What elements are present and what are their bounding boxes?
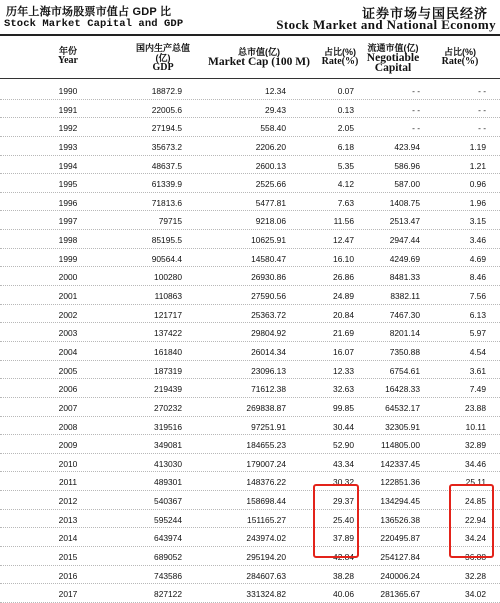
table-row [0, 342, 500, 361]
table-row [0, 361, 500, 380]
market-cap-cell: 5477.81 [255, 197, 286, 208]
negotiable-capital-cell: - - [412, 86, 420, 96]
rate-cell: 24.89 [333, 291, 354, 302]
table-row [0, 566, 500, 585]
rate-cell: 38.28 [333, 570, 354, 581]
rate-cell: 0.07 [337, 86, 354, 96]
negotiable-rate-cell: 32.28 [465, 570, 486, 581]
year-cell: 1999 [58, 253, 78, 264]
table-row [0, 118, 500, 137]
negotiable-capital-cell: 281365.67 [380, 589, 420, 600]
neg-header-cn: 流通市值(亿) [367, 43, 419, 53]
table-row [0, 398, 500, 417]
table-row [0, 267, 500, 286]
rate-cell: 6.18 [337, 141, 354, 152]
negotiable-capital-cell: 32305.91 [385, 421, 420, 432]
table-row [0, 491, 500, 510]
market-cap-cell: 10625.91 [251, 235, 286, 246]
table-row [0, 417, 500, 436]
negotiable-capital-cell: 8382.11 [390, 291, 420, 302]
gdp-cell: 27194.5 [151, 123, 182, 134]
rate-cell: 7.63 [337, 197, 354, 208]
negotiable-rate-cell: 34.46 [465, 458, 486, 469]
table-row [0, 454, 500, 473]
year-cell: 1992 [58, 123, 78, 134]
rate-cell: 2.05 [337, 123, 354, 134]
rate-cell: 99.85 [333, 402, 354, 413]
negotiable-rate-cell: 3.15 [469, 216, 486, 227]
negotiable-capital-cell: 2947.44 [389, 235, 420, 246]
market-cap-cell: 331324.82 [246, 589, 286, 600]
table-row [0, 193, 500, 212]
gdp-cell: 110863 [154, 291, 182, 302]
gdp-cell: 121717 [154, 309, 182, 320]
negotiable-rate-cell: 8.46 [469, 272, 486, 283]
year-header-en: Year [58, 55, 78, 66]
gdp-cell: 743586 [154, 570, 182, 581]
rate-cell: 12.33 [333, 365, 354, 376]
title-cn: 历年上海市场股票市值占 GDP 比 [6, 6, 172, 18]
year-cell: 2007 [58, 402, 78, 413]
market-cap-cell: 558.40 [260, 123, 286, 134]
table-row [0, 528, 500, 547]
negotiable-rate-cell: 5.97 [469, 328, 486, 339]
negotiable-capital-cell: 1408.75 [389, 197, 420, 208]
gdp-cell: 319516 [154, 421, 182, 432]
negotiable-rate-cell: 6.13 [469, 309, 486, 320]
column-header-year [46, 46, 90, 66]
gdp-cell: 219439 [154, 384, 182, 395]
table-row [0, 174, 500, 193]
rate-cell: 5.35 [337, 160, 354, 171]
market-cap-cell: 184655.23 [246, 440, 286, 451]
table-row [0, 230, 500, 249]
rate-cell: 42.84 [333, 552, 354, 563]
year-cell: 1994 [58, 160, 78, 171]
market-cap-cell: 158698.44 [246, 496, 286, 507]
rate-cell: 16.07 [333, 346, 354, 357]
market-cap-cell: 25363.72 [251, 309, 286, 320]
negotiable-capital-cell: 586.96 [394, 160, 420, 171]
year-cell: 1991 [58, 104, 78, 115]
negotiable-rate-cell: 4.54 [469, 346, 486, 357]
rate-cell: 20.84 [333, 309, 354, 320]
year-cell: 1998 [58, 235, 78, 246]
table-row [0, 286, 500, 305]
year-cell: 2016 [58, 570, 78, 581]
market-cap-cell: 2206.20 [255, 141, 286, 152]
negotiable-capital-cell: 240006.24 [380, 570, 420, 581]
negotiable-rate-cell: 3.61 [469, 365, 486, 376]
gdp-header-en: GDP [152, 62, 174, 73]
rate-cell: 4.12 [337, 179, 354, 190]
gdp-cell: 61339.9 [151, 179, 182, 190]
negotiable-capital-cell: 7350.88 [389, 346, 420, 357]
gdp-cell: 689052 [154, 552, 182, 563]
section-title-cn: 证券市场与国民经济 [361, 6, 488, 21]
gdp-cell: 100280 [154, 272, 182, 283]
section-title-en: Stock Market and National Economy [276, 17, 496, 32]
table-row [0, 379, 500, 398]
rate-cell: 26.86 [333, 272, 354, 283]
rate-cell: 52.90 [333, 440, 354, 451]
negotiable-capital-cell: 134294.45 [380, 496, 420, 507]
highlight-box-rate [313, 484, 359, 558]
market-cap-cell: 26930.86 [251, 272, 286, 283]
gdp-cell: 79715 [158, 216, 182, 227]
gdp-cell: 18872.9 [151, 86, 182, 96]
gdp-cell: 35673.2 [151, 141, 182, 152]
gdp-header-cn-1: 国内生产总值 [135, 43, 190, 53]
year-cell: 1996 [58, 197, 78, 208]
negotiable-capital-cell: 7467.30 [389, 309, 420, 320]
title-en: Stock Market Capital and GDP [4, 18, 184, 30]
negotiable-capital-cell: 2513.47 [389, 216, 420, 227]
negotiable-capital-cell: - - [412, 123, 420, 134]
rate-cell: 11.56 [333, 216, 354, 227]
negotiable-rate-cell: 34.24 [465, 533, 486, 544]
negotiable-rate-cell: - - [478, 86, 486, 96]
rate2-header-en: Rate(%) [441, 56, 479, 67]
header-rule [0, 34, 500, 36]
negotiable-rate-cell: 25.11 [465, 477, 486, 488]
market-cap-cell: 269838.87 [246, 402, 286, 413]
gdp-cell: 595244 [154, 514, 182, 525]
rate-cell: 43.34 [333, 458, 354, 469]
year-cell: 2009 [58, 440, 78, 451]
table-row [0, 547, 500, 566]
market-cap-cell: 2600.13 [255, 160, 286, 171]
table-row [0, 137, 500, 156]
gdp-cell: 71813.6 [151, 197, 182, 208]
negotiable-rate-cell: 32.89 [465, 440, 486, 451]
negotiable-rate-cell: 4.69 [469, 253, 486, 264]
negotiable-capital-cell: - - [412, 104, 420, 115]
negotiable-capital-cell: 16428.33 [385, 384, 420, 395]
rate-cell: 0.13 [337, 104, 354, 115]
rate-cell: 37.89 [333, 533, 354, 544]
gdp-cell: 187319 [154, 365, 182, 376]
year-cell: 1993 [58, 141, 78, 152]
negotiable-rate-cell: 7.56 [469, 291, 486, 302]
year-cell: 2006 [58, 384, 78, 395]
negotiable-capital-cell: 8481.33 [389, 272, 420, 283]
table-row [0, 584, 500, 603]
negotiable-rate-cell: 7.49 [469, 384, 486, 395]
neg-header-en-2: Capital [374, 62, 412, 74]
negotiable-rate-cell: 0.96 [469, 179, 486, 190]
rate-cell: 21.69 [333, 328, 354, 339]
market-cap-cell: 2525.66 [255, 179, 286, 190]
negotiable-rate-cell: 22.94 [465, 514, 486, 525]
table-row [0, 435, 500, 454]
negotiable-capital-cell: 587.00 [394, 179, 420, 190]
market-cap-cell: 12.34 [265, 86, 286, 96]
negotiable-capital-cell: 122851.36 [380, 477, 420, 488]
table-row [0, 81, 500, 100]
negotiable-rate-cell: 1.96 [469, 197, 486, 208]
year-cell: 2011 [58, 477, 77, 488]
market-cap-cell: 27590.56 [251, 291, 286, 302]
year-cell: 1997 [58, 216, 78, 227]
year-cell: 1990 [58, 86, 78, 96]
negotiable-rate-cell: 1.19 [469, 141, 486, 152]
table-row [0, 211, 500, 230]
rate2-header-cn: 占比(%) [444, 47, 476, 57]
gdp-header-cn-2: (亿) [155, 53, 171, 63]
negotiable-rate-cell: 1.21 [469, 160, 486, 171]
negotiable-rate-cell: 34.02 [465, 589, 486, 600]
market-cap-cell: 179007.24 [246, 458, 286, 469]
mcap-header-en: Market Cap (100 M) [208, 56, 310, 68]
column-header-rule [0, 78, 500, 79]
market-cap-cell: 14580.47 [251, 253, 286, 264]
negotiable-rate-cell: 23.88 [465, 402, 486, 413]
gdp-cell: 643974 [154, 533, 182, 544]
data-table [0, 81, 500, 603]
column-header-rate-2 [432, 47, 488, 67]
table-row [0, 156, 500, 175]
gdp-cell: 85195.5 [151, 235, 182, 246]
rate-cell: 16.10 [333, 253, 354, 264]
rate-cell: 12.47 [333, 235, 354, 246]
year-cell: 2012 [58, 496, 78, 507]
market-cap-cell: 23096.13 [251, 365, 286, 376]
mcap-header-cn: 总市值(亿) [238, 47, 280, 57]
rate-cell: 30.32 [333, 477, 354, 488]
rate1-header-en: Rate(%) [321, 56, 359, 67]
year-cell: 2017 [58, 589, 78, 600]
market-cap-cell: 151165.27 [247, 514, 286, 525]
negotiable-capital-cell: 136526.38 [380, 514, 420, 525]
negotiable-capital-cell: 142337.45 [380, 458, 420, 469]
year-cell: 2013 [58, 514, 78, 525]
year-cell: 2003 [58, 328, 78, 339]
rate-cell: 25.40 [333, 514, 354, 525]
gdp-cell: 540367 [154, 496, 182, 507]
year-cell: 1995 [58, 179, 78, 190]
negotiable-capital-cell: 220495.87 [380, 533, 420, 544]
rate-cell: 29.37 [333, 496, 354, 507]
table-row [0, 323, 500, 342]
year-cell: 2005 [58, 365, 78, 376]
year-cell: 2001 [58, 291, 78, 302]
column-header-negotiable [358, 43, 428, 73]
market-cap-cell: 71612.38 [251, 384, 286, 395]
negotiable-capital-cell: 114805.00 [381, 440, 420, 451]
market-cap-cell: 97251.91 [251, 421, 286, 432]
gdp-cell: 489301 [154, 477, 182, 488]
column-header-gdp [124, 43, 202, 73]
gdp-cell: 90564.4 [151, 253, 182, 264]
negotiable-capital-cell: 423.94 [394, 141, 420, 152]
market-cap-cell: 295194.20 [246, 552, 286, 563]
year-cell: 2014 [58, 533, 78, 544]
column-header-market-cap [204, 47, 314, 67]
gdp-cell: 48637.5 [151, 160, 182, 171]
gdp-cell: 22005.6 [151, 104, 182, 115]
gdp-cell: 161840 [154, 346, 182, 357]
negotiable-capital-cell: 254127.84 [380, 552, 420, 563]
table-row [0, 305, 500, 324]
rate-cell: 32.63 [333, 384, 354, 395]
rate-cell: 30.44 [333, 421, 354, 432]
highlight-box-negotiable-rate [449, 484, 494, 558]
gdp-cell: 827122 [154, 589, 182, 600]
rate-cell: 40.06 [333, 589, 354, 600]
year-cell: 2002 [58, 309, 78, 320]
gdp-cell: 270232 [154, 402, 182, 413]
gdp-cell: 137422 [154, 328, 182, 339]
market-cap-cell: 29.43 [265, 104, 286, 115]
year-cell: 2008 [58, 421, 78, 432]
year-cell: 2000 [58, 272, 78, 283]
market-cap-cell: 148376.22 [246, 477, 286, 488]
gdp-cell: 349081 [154, 440, 182, 451]
negotiable-capital-cell: 8201.14 [389, 328, 420, 339]
year-cell: 2015 [58, 552, 78, 563]
market-cap-cell: 284607.63 [246, 570, 286, 581]
negotiable-rate-cell: 3.46 [469, 235, 486, 246]
market-cap-cell: 9218.06 [255, 216, 286, 227]
negotiable-capital-cell: 4249.69 [389, 253, 420, 264]
year-header-cn: 年份 [58, 46, 77, 56]
rate1-header-cn: 占比(%) [324, 47, 356, 57]
table-row [0, 249, 500, 268]
negotiable-capital-cell: 6754.61 [389, 365, 420, 376]
negotiable-rate-cell: - - [478, 123, 486, 134]
market-cap-cell: 29804.92 [251, 328, 286, 339]
year-cell: 2004 [58, 346, 78, 357]
gdp-cell: 413030 [154, 458, 182, 469]
negotiable-rate-cell: 36.88 [465, 552, 486, 563]
table-row [0, 100, 500, 119]
table-row [0, 472, 500, 491]
negotiable-rate-cell: - - [478, 104, 486, 115]
market-cap-cell: 243974.02 [246, 533, 286, 544]
year-cell: 2010 [58, 458, 78, 469]
neg-header-en-1: Negotiable [366, 52, 420, 64]
negotiable-capital-cell: 64532.17 [385, 402, 420, 413]
table-row [0, 510, 500, 529]
market-cap-cell: 26014.34 [251, 346, 286, 357]
negotiable-rate-cell: 24.85 [465, 496, 486, 507]
negotiable-rate-cell: 10.11 [465, 421, 486, 432]
